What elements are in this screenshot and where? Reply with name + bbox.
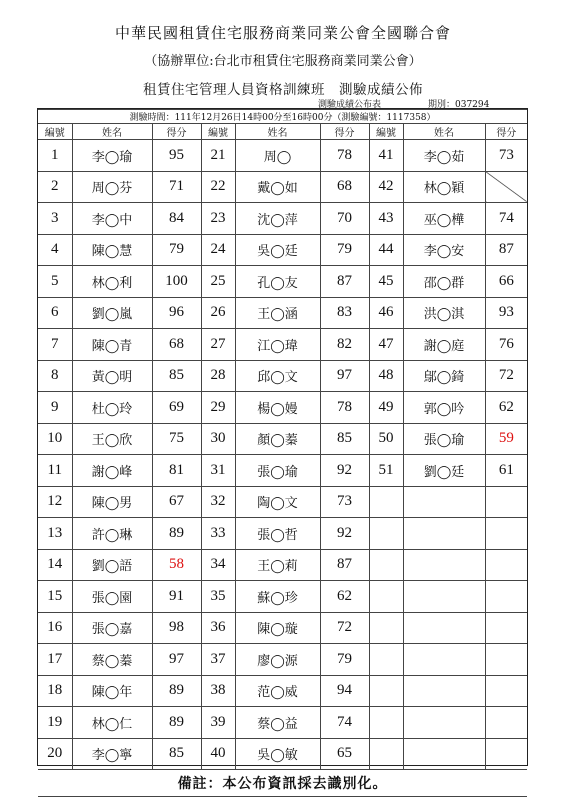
cell-name: 蘇◯珍 — [235, 581, 320, 613]
cell-name: 李◯茹 — [403, 140, 485, 172]
footer-row — [38, 770, 527, 797]
cell-name: 杜◯玲 — [72, 392, 152, 424]
cell-score: 59 — [485, 423, 527, 455]
table-row — [38, 171, 527, 203]
cell-number: 23 — [201, 203, 235, 235]
cell-score: 98 — [152, 612, 201, 644]
cell-number: 51 — [369, 455, 403, 487]
cell-number: 24 — [201, 234, 235, 266]
cell-number: 41 — [369, 140, 403, 172]
table-row — [38, 549, 527, 581]
cell-score: 68 — [152, 329, 201, 361]
cell-name: 張◯園 — [72, 581, 152, 613]
cell-name: 陳◯男 — [72, 486, 152, 518]
cell-name — [403, 486, 485, 518]
document-title: 中華民國租賃住宅服務商業同業公會全國聯合會 — [114, 24, 451, 42]
cell-score — [485, 518, 527, 550]
cell-score: 85 — [152, 360, 201, 392]
cell-number: 46 — [369, 297, 403, 329]
score-table — [38, 109, 527, 797]
cell-number: 21 — [201, 140, 235, 172]
cell-number: 40 — [201, 738, 235, 770]
cell-score: 93 — [485, 297, 527, 329]
cell-number: 34 — [201, 549, 235, 581]
header-name: 姓名 — [235, 124, 320, 140]
co-organizer-line: （協辦單位:台北市租賃住宅服務商業同業公會） — [144, 54, 422, 69]
table-row — [38, 392, 527, 424]
cell-name — [403, 738, 485, 770]
cell-name: 邱◯文 — [235, 360, 320, 392]
header-score: 得分 — [320, 124, 369, 140]
cell-name: 劉◯廷 — [403, 455, 485, 487]
cell-number — [369, 644, 403, 676]
cell-name: 郭◯吟 — [403, 392, 485, 424]
cell-score: 58 — [152, 549, 201, 581]
cell-name: 陳◯年 — [72, 675, 152, 707]
cell-number: 26 — [201, 297, 235, 329]
cell-name: 張◯嘉 — [72, 612, 152, 644]
cell-name: 蔡◯蓁 — [72, 644, 152, 676]
cell-number: 30 — [201, 423, 235, 455]
cell-score: 100 — [152, 266, 201, 298]
cell-score: 66 — [485, 266, 527, 298]
cell-score: 72 — [320, 612, 369, 644]
cell-name: 廖◯源 — [235, 644, 320, 676]
cell-name: 謝◯庭 — [403, 329, 485, 361]
cell-score: 89 — [152, 707, 201, 739]
cell-number: 50 — [369, 423, 403, 455]
cell-name: 王◯莉 — [235, 549, 320, 581]
cell-score: 73 — [320, 486, 369, 518]
cell-score: 84 — [152, 203, 201, 235]
score-sheet — [37, 108, 528, 792]
cell-number — [369, 738, 403, 770]
cell-name: 周◯芬 — [72, 171, 152, 203]
cell-number: 16 — [38, 612, 72, 644]
cell-number — [369, 549, 403, 581]
cell-score: 82 — [320, 329, 369, 361]
cell-name: 洪◯淇 — [403, 297, 485, 329]
table-row — [38, 234, 527, 266]
cell-number: 29 — [201, 392, 235, 424]
cell-name: 江◯瑋 — [235, 329, 320, 361]
cell-number: 6 — [38, 297, 72, 329]
cell-name — [403, 612, 485, 644]
header-number: 編號 — [201, 124, 235, 140]
cell-score: 73 — [485, 140, 527, 172]
table-row — [38, 738, 527, 770]
cell-number: 22 — [201, 171, 235, 203]
cell-number: 47 — [369, 329, 403, 361]
cell-number: 25 — [201, 266, 235, 298]
cell-name: 林◯利 — [72, 266, 152, 298]
cell-score: 85 — [152, 738, 201, 770]
cell-score: 85 — [320, 423, 369, 455]
cell-score: 78 — [320, 140, 369, 172]
table-row — [38, 612, 527, 644]
cell-number: 2 — [38, 171, 72, 203]
cell-number: 42 — [369, 171, 403, 203]
header-score: 得分 — [152, 124, 201, 140]
cell-name: 張◯瑜 — [235, 455, 320, 487]
cell-name — [403, 518, 485, 550]
cell-name: 楊◯嫚 — [235, 392, 320, 424]
cell-number: 3 — [38, 203, 72, 235]
cell-number — [369, 518, 403, 550]
table-row — [38, 455, 527, 487]
cell-name: 吳◯敏 — [235, 738, 320, 770]
cell-score: 70 — [320, 203, 369, 235]
test-info-row — [38, 110, 527, 124]
cell-name: 林◯穎 — [403, 171, 485, 203]
cell-name — [403, 644, 485, 676]
table-row — [38, 360, 527, 392]
table-row — [38, 203, 527, 235]
cell-number: 28 — [201, 360, 235, 392]
cell-name: 李◯中 — [72, 203, 152, 235]
cell-score: 97 — [320, 360, 369, 392]
cell-name: 鄔◯錡 — [403, 360, 485, 392]
cell-name: 陳◯璇 — [235, 612, 320, 644]
cell-score: 68 — [320, 171, 369, 203]
cell-name — [403, 581, 485, 613]
cell-name: 謝◯峰 — [72, 455, 152, 487]
cell-number: 13 — [38, 518, 72, 550]
header-score: 得分 — [485, 124, 527, 140]
cell-score: 89 — [152, 518, 201, 550]
cell-score — [485, 644, 527, 676]
table-row — [38, 675, 527, 707]
cell-number: 20 — [38, 738, 72, 770]
cell-name: 黃◯明 — [72, 360, 152, 392]
table-row — [38, 266, 527, 298]
cell-number: 48 — [369, 360, 403, 392]
cell-number: 8 — [38, 360, 72, 392]
cell-name: 林◯仁 — [72, 707, 152, 739]
cell-number — [369, 707, 403, 739]
cell-number: 11 — [38, 455, 72, 487]
cell-score: 78 — [320, 392, 369, 424]
cell-number — [369, 581, 403, 613]
cell-score: 72 — [485, 360, 527, 392]
header-number: 編號 — [369, 124, 403, 140]
cell-score: 81 — [152, 455, 201, 487]
cell-score: 76 — [485, 329, 527, 361]
cell-name — [403, 549, 485, 581]
cell-number: 12 — [38, 486, 72, 518]
cell-score — [485, 549, 527, 581]
cell-number: 18 — [38, 675, 72, 707]
cell-name: 陶◯文 — [235, 486, 320, 518]
cell-score: 89 — [152, 675, 201, 707]
cell-number: 7 — [38, 329, 72, 361]
cell-number: 36 — [201, 612, 235, 644]
cell-name: 孔◯友 — [235, 266, 320, 298]
cell-name: 張◯瑜 — [403, 423, 485, 455]
cell-score: 92 — [320, 518, 369, 550]
cell-name: 王◯涵 — [235, 297, 320, 329]
cell-score — [485, 738, 527, 770]
table-row — [38, 707, 527, 739]
header-name: 姓名 — [403, 124, 485, 140]
cell-score — [485, 707, 527, 739]
cell-name: 李◯寧 — [72, 738, 152, 770]
cell-score: 71 — [152, 171, 201, 203]
cell-name: 顏◯蓁 — [235, 423, 320, 455]
cell-name: 張◯哲 — [235, 518, 320, 550]
cell-number: 5 — [38, 266, 72, 298]
cell-score: 62 — [485, 392, 527, 424]
cell-score: 87 — [320, 549, 369, 581]
cell-score: 79 — [152, 234, 201, 266]
cell-name: 吳◯廷 — [235, 234, 320, 266]
table-row — [38, 423, 527, 455]
cell-score: 65 — [320, 738, 369, 770]
cell-score: 61 — [485, 455, 527, 487]
test-info: 測驗時間：111年12月26日14時00分至16時00分（測驗編號：1117358） — [38, 110, 527, 124]
table-row — [38, 518, 527, 550]
cell-name: 戴◯如 — [235, 171, 320, 203]
cell-number: 35 — [201, 581, 235, 613]
cell-score: 95 — [152, 140, 201, 172]
cell-name: 王◯欣 — [72, 423, 152, 455]
cell-number: 19 — [38, 707, 72, 739]
cell-score: 87 — [320, 266, 369, 298]
cell-number — [369, 486, 403, 518]
cell-score: 97 — [152, 644, 201, 676]
cell-name: 李◯安 — [403, 234, 485, 266]
cell-score: 94 — [320, 675, 369, 707]
cell-score: 74 — [485, 203, 527, 235]
cell-score: 92 — [320, 455, 369, 487]
cell-number: 32 — [201, 486, 235, 518]
notice-label: 測驗成績公布表 — [318, 100, 382, 110]
cell-name: 巫◯樺 — [403, 203, 485, 235]
cell-number: 27 — [201, 329, 235, 361]
table-row — [38, 644, 527, 676]
cell-number: 39 — [201, 707, 235, 739]
cell-score: 62 — [320, 581, 369, 613]
cell-name: 劉◯嵐 — [72, 297, 152, 329]
cell-score: 79 — [320, 644, 369, 676]
cell-number: 4 — [38, 234, 72, 266]
cell-number — [369, 675, 403, 707]
cell-name: 劉◯語 — [72, 549, 152, 581]
period-label: 期別：037294 — [428, 100, 490, 110]
cell-name: 邵◯群 — [403, 266, 485, 298]
cell-number: 49 — [369, 392, 403, 424]
table-row — [38, 329, 527, 361]
cell-score — [485, 581, 527, 613]
footer-note: 備註：本公布資訊採去識別化。 — [38, 770, 527, 797]
header-number: 編號 — [38, 124, 72, 140]
cell-score: 69 — [152, 392, 201, 424]
cell-number: 33 — [201, 518, 235, 550]
cell-name: 周◯ — [235, 140, 320, 172]
cell-number: 14 — [38, 549, 72, 581]
cell-score: 91 — [152, 581, 201, 613]
course-title: 租賃住宅管理人員資格訓練班 測驗成績公佈 — [143, 82, 423, 98]
cell-score: 79 — [320, 234, 369, 266]
cell-number: 17 — [38, 644, 72, 676]
cell-number: 15 — [38, 581, 72, 613]
cell-number: 37 — [201, 644, 235, 676]
cell-name: 陳◯青 — [72, 329, 152, 361]
cell-score: 75 — [152, 423, 201, 455]
cell-name: 許◯琳 — [72, 518, 152, 550]
cell-score: 83 — [320, 297, 369, 329]
cell-score — [485, 612, 527, 644]
cell-name: 沈◯萍 — [235, 203, 320, 235]
cell-number: 10 — [38, 423, 72, 455]
cell-number: 45 — [369, 266, 403, 298]
cell-number: 31 — [201, 455, 235, 487]
column-header-row — [38, 124, 527, 140]
cell-score: 96 — [152, 297, 201, 329]
cell-name: 范◯威 — [235, 675, 320, 707]
cell-score: 74 — [320, 707, 369, 739]
cell-name: 李◯瑜 — [72, 140, 152, 172]
cell-number: 43 — [369, 203, 403, 235]
cell-name: 蔡◯益 — [235, 707, 320, 739]
cell-number — [369, 612, 403, 644]
table-row — [38, 581, 527, 613]
cell-score — [485, 486, 527, 518]
cell-number: 1 — [38, 140, 72, 172]
cell-name — [403, 675, 485, 707]
header-name: 姓名 — [72, 124, 152, 140]
cell-score: 87 — [485, 234, 527, 266]
table-row — [38, 486, 527, 518]
cell-name — [403, 707, 485, 739]
table-row — [38, 140, 527, 172]
cell-score: 67 — [152, 486, 201, 518]
cell-number: 9 — [38, 392, 72, 424]
table-row — [38, 297, 527, 329]
cell-score — [485, 171, 527, 203]
cell-score — [485, 675, 527, 707]
cell-number: 44 — [369, 234, 403, 266]
cell-name: 陳◯慧 — [72, 234, 152, 266]
cell-number: 38 — [201, 675, 235, 707]
